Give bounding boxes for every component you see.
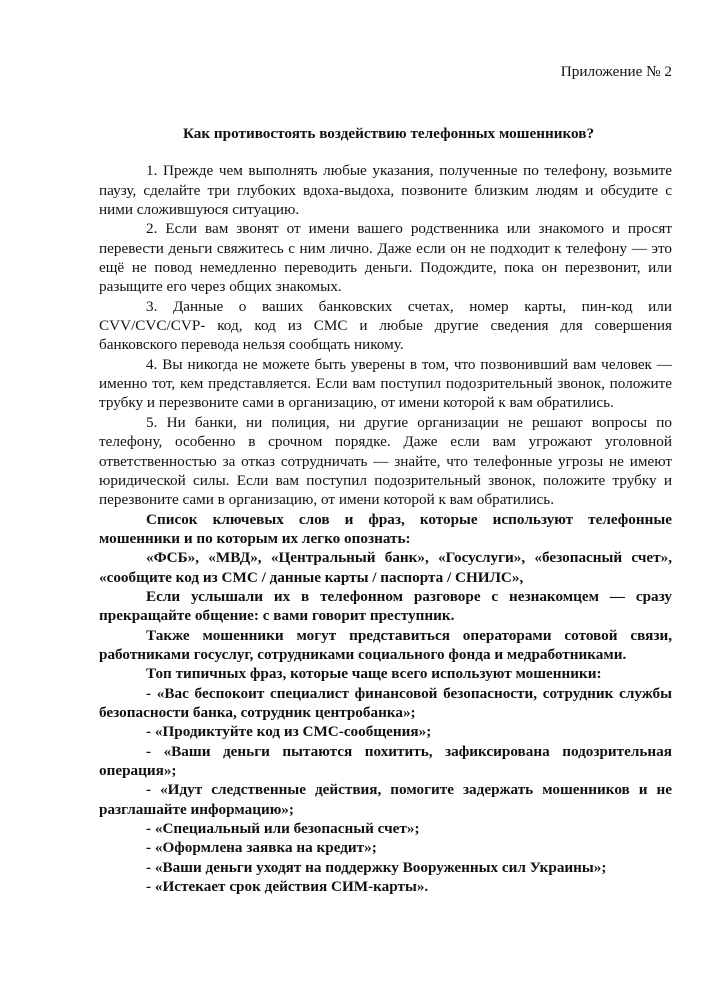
appendix-label: Приложение № 2 bbox=[560, 63, 672, 80]
paragraph-5: 5. Ни банки, ни полиция, ни другие организации не решают вопросы по телефону, особенно в срочном порядке. Даже если вам угрожают уголовной ответственностью за отказ сотрудничать — знайте, что телефонные угрозы не имеют юридической силы. Если вам поступил подозрительный звонок, положите трубку и перезвоните сами в организацию, от имени которой к вам обратились. bbox=[99, 413, 672, 509]
impersonation-paragraph: Также мошенники могут представиться операторами сотовой связи, работниками госуслуг, сотрудниками социального фонда и медработниками. bbox=[99, 626, 672, 663]
paragraph-1: 1. Прежде чем выполнять любые указания, полученные по телефону, возьмите паузу, сделайте три глубоких вдоха-выдоха, позвоните близким людям и обсудите с ними сложившуюся ситуацию. bbox=[99, 162, 672, 219]
keywords-heading: Список ключевых слов и фраз, которые используют телефонные мошенники и по которым их легко опознать: bbox=[99, 510, 672, 547]
phrase-item: - «Вас беспокоит специалист финансовой безопасности, сотрудник службы безопасности банка, сотрудник центробанка»; bbox=[99, 684, 672, 721]
phrase-item: - «Ваши деньги уходят на поддержку Вооруженных сил Украины»; bbox=[146, 858, 607, 876]
document-title: Как противостоять воздействию телефонных мошенников? bbox=[182, 125, 595, 142]
keywords-list: «ФСБ», «МВД», «Центральный банк», «Госуслуги», «безопасный счет», «сообщите код из СМС / данные карты / паспорта / СНИЛС», bbox=[99, 549, 672, 586]
warning-paragraph: Если услышали их в телефонном разговоре с незнакомцем — сразу прекращайте общение: с вами говорит преступник. bbox=[99, 587, 672, 625]
top-phrases-heading: Топ типичных фраз, которые чаще всего используют мошенники: bbox=[146, 665, 602, 683]
phrase-item: - «Специальный или безопасный счет»; bbox=[146, 820, 420, 838]
phrase-item: - «Продиктуйте код из СМС-сообщения»; bbox=[146, 723, 432, 741]
document-page bbox=[99, 62, 672, 896]
paragraph-4: 4. Вы никогда не можете быть уверены в том, что позвонивший вам человек — именно тот, кем представляется. Если вам поступил подозрительный звонок, положите трубку и перезвоните сами в организацию, от имени которой к вам обратились. bbox=[99, 355, 672, 412]
paragraph-3: 3. Данные о ваших банковских счетах, номер карты, пин-код или CVV/CVC/CVP- код, код из СМС и любые другие сведения для совершения банковского перевода нельзя сообщать никому. bbox=[99, 297, 672, 354]
phrase-item: - «Идут следственные действия, помогите задержать мошенников и не разглашайте информацию»; bbox=[99, 781, 672, 818]
phrase-item: - «Ваши деньги пытаются похитить, зафиксирована подозрительная операция»; bbox=[99, 742, 672, 779]
document-body bbox=[99, 161, 672, 896]
paragraph-2: 2. Если вам звонят от имени вашего родственника или знакомого и просят перевести деньги свяжитесь с ним лично. Даже если он не подходит к телефону — это ещё не повод немедленно переводить деньги. Подождите, пока он перезвонит, или разыщите его через общих знакомых. bbox=[99, 220, 672, 296]
phrase-item: - «Оформлена заявка на кредит»; bbox=[146, 839, 377, 857]
phrase-item: - «Истекает срок действия СИМ-карты». bbox=[146, 878, 429, 896]
